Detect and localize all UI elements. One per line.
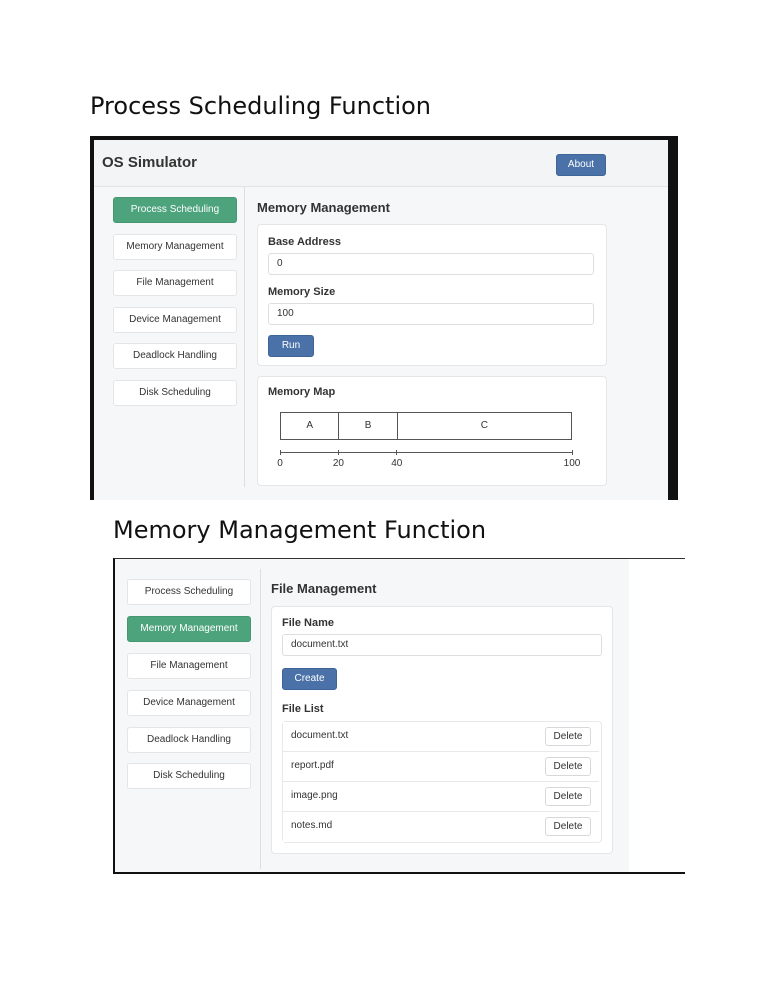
os-simulator-app — [115, 559, 629, 873]
memory-map-card — [257, 376, 607, 486]
delete-button[interactable]: Delete — [545, 757, 591, 776]
axis-tick-label: 40 — [391, 458, 403, 469]
memory-size-input[interactable]: 100 — [268, 303, 594, 325]
sidebar-item-file-management[interactable]: File Management — [113, 270, 237, 296]
memory-block-a: A — [280, 412, 339, 440]
memory-map — [277, 412, 581, 472]
file-row — [283, 752, 599, 782]
process-scheduling-heading: Process Scheduling Function — [90, 92, 432, 120]
sidebar-item-process-scheduling[interactable]: Process Scheduling — [127, 579, 251, 605]
base-address-label: Base Address — [268, 236, 341, 248]
app-header — [94, 140, 668, 187]
section-title: Memory Management — [257, 200, 390, 215]
os-simulator-app — [94, 140, 668, 500]
axis-tick — [338, 450, 339, 455]
file-name: document.txt — [291, 730, 349, 741]
screenshot-memory-management — [113, 558, 685, 874]
memory-block-c: C — [397, 412, 572, 440]
axis-tick-label: 20 — [332, 458, 344, 469]
file-row — [283, 812, 599, 842]
file-name: notes.md — [291, 820, 333, 831]
memory-axis — [280, 452, 572, 453]
section-title: File Management — [271, 581, 377, 596]
file-name: report.pdf — [291, 760, 334, 771]
delete-button[interactable]: Delete — [545, 787, 591, 806]
sidebar-item-device-management[interactable]: Device Management — [127, 690, 251, 716]
app-title: OS Simulator — [102, 154, 198, 171]
create-button[interactable]: Create — [282, 668, 337, 690]
file-management-card — [271, 606, 613, 854]
sidebar-item-disk-scheduling[interactable]: Disk Scheduling — [113, 380, 237, 406]
file-list — [282, 721, 602, 843]
file-list-label: File List — [282, 703, 324, 715]
delete-button[interactable]: Delete — [545, 727, 591, 746]
memory-form-card — [257, 224, 607, 366]
axis-tick — [396, 450, 397, 455]
base-address-input[interactable]: 0 — [268, 253, 594, 275]
sidebar-item-deadlock-handling[interactable]: Deadlock Handling — [127, 727, 251, 753]
sidebar-item-memory-management[interactable]: Memory Management — [113, 234, 237, 260]
sidebar-divider — [260, 569, 261, 869]
axis-tick — [572, 450, 573, 455]
file-row — [283, 722, 599, 752]
memory-size-label: Memory Size — [268, 286, 336, 298]
memory-map-title: Memory Map — [268, 386, 336, 398]
run-button[interactable]: Run — [268, 335, 314, 357]
file-name: image.png — [291, 790, 338, 801]
file-name-input[interactable]: document.txt — [282, 634, 602, 656]
sidebar-item-file-management[interactable]: File Management — [127, 653, 251, 679]
sidebar-item-deadlock-handling[interactable]: Deadlock Handling — [113, 343, 237, 369]
sidebar-item-memory-management[interactable]: Memory Management — [127, 616, 251, 642]
delete-button[interactable]: Delete — [545, 817, 591, 836]
screenshot-process-scheduling — [90, 136, 678, 500]
sidebar-item-process-scheduling[interactable]: Process Scheduling — [113, 197, 237, 223]
axis-tick-label: 0 — [277, 458, 283, 469]
sidebar-item-device-management[interactable]: Device Management — [113, 307, 237, 333]
axis-tick-label: 100 — [563, 458, 581, 469]
file-name-label: File Name — [282, 617, 334, 629]
sidebar-divider — [244, 187, 245, 487]
axis-tick — [280, 450, 281, 455]
file-row — [283, 782, 599, 812]
memory-block-b: B — [338, 412, 397, 440]
sidebar-item-disk-scheduling[interactable]: Disk Scheduling — [127, 763, 251, 789]
about-button[interactable]: About — [556, 154, 606, 176]
memory-management-heading: Memory Management Function — [113, 516, 487, 544]
